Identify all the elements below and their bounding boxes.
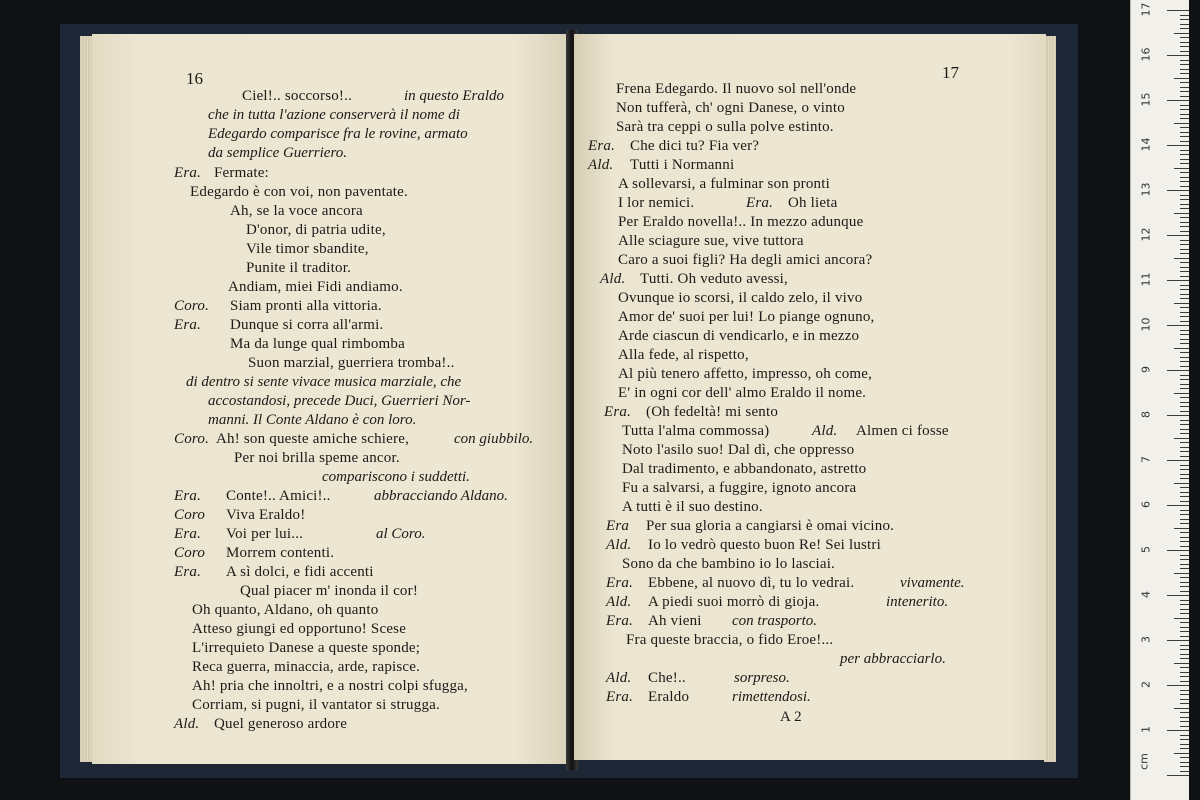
ruler-tick (1167, 325, 1189, 326)
text-line: Suon marzial, guerriera tromba!.. (248, 355, 455, 371)
ruler-tick (1180, 289, 1189, 290)
ruler-tick (1174, 393, 1189, 394)
text-line: (Oh fedeltà! mi sento (646, 404, 779, 420)
ruler-tick (1180, 762, 1189, 763)
right-page (574, 34, 1046, 760)
ruler-tick (1180, 564, 1189, 565)
text-line: Fermate: (214, 165, 269, 181)
page-number: 16 (186, 69, 203, 88)
ruler-tick (1180, 177, 1189, 178)
text-line: Atteso giungi ed opportuno! Scese (192, 621, 407, 637)
text-line: Ah vieni (648, 613, 702, 629)
ruler-tick (1180, 15, 1189, 16)
text-line: Che!.. (648, 670, 686, 686)
ruler-tick (1180, 384, 1189, 385)
ruler-tick (1180, 456, 1189, 457)
text-line: Ma da lunge qual rimbomba (230, 336, 405, 352)
ruler-tick (1174, 348, 1189, 349)
ruler-tick (1174, 438, 1189, 439)
ruler-tick (1180, 690, 1189, 691)
ruler-unit-label: cm (1137, 753, 1151, 770)
ruler-tick (1180, 375, 1189, 376)
ruler-tick (1180, 514, 1189, 515)
speaker-label: Ald. (600, 271, 626, 287)
ruler-tick (1180, 667, 1189, 668)
speaker-label: Era. (606, 613, 634, 629)
ruler-tick (1180, 748, 1189, 749)
text-line: Voi per lui... (226, 526, 304, 542)
ruler-tick (1180, 109, 1189, 110)
ruler-tick (1180, 703, 1189, 704)
ruler-tick (1180, 411, 1189, 412)
ruler-tick (1180, 172, 1189, 173)
text-line: L'irrequieto Danese a queste sponde; (192, 640, 421, 656)
ruler-tick (1180, 559, 1189, 560)
text-line: Edegardo è con voi, non paventate. (190, 184, 408, 200)
speaker-label: Era. (174, 165, 202, 181)
speaker-label: Era. (174, 564, 202, 580)
ruler-tick (1180, 717, 1189, 718)
ruler-tick (1180, 627, 1189, 628)
stage-direction: di dentro si sente vivace musica marziale, che (186, 374, 462, 390)
ruler-tick (1180, 465, 1189, 466)
text-line: Dunque si corra all'armi. (230, 317, 384, 333)
text-line: Ah! son queste amiche schiere, (216, 431, 410, 447)
stage-direction: con giubbilo. (454, 431, 534, 447)
ruler-tick (1167, 505, 1189, 506)
ruler-tick (1180, 433, 1189, 434)
ruler-tick (1180, 631, 1189, 632)
speaker-label: Coro. (174, 298, 210, 314)
ruler-tick (1180, 37, 1189, 38)
ruler-tick (1180, 388, 1189, 389)
ruler-tick (1180, 681, 1189, 682)
text-line: Ebbene, al nuovo dì, tu lo vedrai. (648, 575, 855, 591)
ruler-tick (1180, 118, 1189, 119)
text-line: Siam pronti alla vittoria. (230, 298, 382, 314)
ruler-tick (1180, 352, 1189, 353)
speaker-label: Era. (174, 317, 202, 333)
ruler-tick (1167, 10, 1189, 11)
left-page (92, 34, 570, 764)
speaker-label: Coro (174, 507, 206, 523)
ruler-tick (1180, 379, 1189, 380)
ruler-tick (1180, 402, 1189, 403)
text-line: Caro a suoi figli? Ha degli amici ancora? (618, 252, 873, 268)
text-line: Reca guerra, minaccia, arde, rapisce. (192, 659, 421, 675)
text-line: Viva Eraldo! (226, 507, 306, 523)
ruler-tick (1167, 775, 1189, 776)
ruler-tick (1180, 501, 1189, 502)
ruler-tick (1167, 190, 1189, 191)
ruler-tick (1174, 708, 1189, 709)
ruler-tick (1180, 276, 1189, 277)
text-line: Sarà tra ceppi o sulla polve estinto. (616, 119, 834, 135)
ruler-tick (1180, 334, 1189, 335)
text-line: Ah! pria che innoltri, e a nostri colpi sfugga, (192, 678, 468, 694)
ruler-tick (1180, 73, 1189, 74)
ruler-tick (1180, 312, 1189, 313)
ruler-tick (1167, 145, 1189, 146)
ruler-tick (1180, 636, 1189, 637)
ruler-number: 1 (1139, 726, 1153, 733)
ruler-tick (1180, 496, 1189, 497)
ruler-tick (1180, 721, 1189, 722)
ruler-tick (1180, 613, 1189, 614)
text-line: I lor nemici. (618, 195, 695, 211)
text-line: A tutti è il suo destino. (622, 499, 763, 515)
text-line: Ah, se la voce ancora (230, 203, 363, 219)
ruler-tick (1167, 550, 1189, 551)
ruler-tick (1180, 771, 1189, 772)
ruler-tick (1180, 285, 1189, 286)
ruler-tick (1174, 258, 1189, 259)
ruler-tick (1180, 744, 1189, 745)
ruler-tick (1180, 64, 1189, 65)
text-line: Frena Edegardo. Il nuovo sol nell'onde (616, 81, 857, 97)
ruler-tick (1180, 24, 1189, 25)
text-line: Ovunque io scorsi, il caldo zelo, il vivo (618, 290, 863, 306)
stage-direction: al Coro. (376, 526, 426, 542)
ruler-tick (1180, 195, 1189, 196)
ruler-tick (1180, 127, 1189, 128)
ruler-tick (1180, 442, 1189, 443)
speaker-label: Era. (174, 488, 202, 504)
speaker-label: Era. (606, 575, 634, 591)
ruler-tick (1167, 100, 1189, 101)
speaker-label: Ald. (812, 423, 838, 439)
ruler-tick (1180, 226, 1189, 227)
page-number: 17 (942, 63, 959, 82)
ruler-tick (1180, 105, 1189, 106)
ruler-tick (1180, 694, 1189, 695)
text-line: A sollevarsi, a fulminar son pronti (618, 176, 830, 192)
text-line: Arde ciascun di vendicarlo, e in mezzo (618, 328, 860, 344)
ruler-number: 11 (1139, 272, 1153, 287)
ruler-tick (1180, 532, 1189, 533)
text-line: Tutti i Normanni (630, 157, 735, 173)
ruler-tick (1180, 478, 1189, 479)
ruler-tick (1180, 451, 1189, 452)
ruler-tick (1180, 87, 1189, 88)
ruler-tick (1180, 343, 1189, 344)
ruler-tick (1180, 271, 1189, 272)
ruler-number: 12 (1139, 227, 1153, 242)
ruler-tick (1167, 370, 1189, 371)
ruler-tick (1180, 91, 1189, 92)
text-line: Corriam, si pugni, il vantator si strugga. (192, 697, 440, 713)
ruler-tick (1180, 600, 1189, 601)
ruler-tick (1167, 280, 1189, 281)
ruler-number: 15 (1139, 92, 1153, 107)
ruler-number: 2 (1139, 681, 1153, 688)
ruler-tick (1180, 424, 1189, 425)
ruler-tick (1180, 645, 1189, 646)
ruler-tick (1180, 604, 1189, 605)
ruler-tick (1180, 82, 1189, 83)
stage-direction: rimettendosi. (732, 689, 811, 705)
text-line: Per Eraldo novella!.. In mezzo adunque (618, 214, 864, 230)
ruler-tick (1174, 573, 1189, 574)
ruler-tick (1180, 568, 1189, 569)
text-line: Tutta l'alma commossa) (622, 423, 770, 439)
text-line: Non tufferà, ch' ogni Danese, o vinto (616, 100, 845, 116)
ruler-tick (1174, 123, 1189, 124)
speaker-label: Era (606, 518, 630, 534)
ruler-number: 9 (1139, 366, 1153, 373)
ruler-tick (1180, 447, 1189, 448)
text-line: Ciel!.. soccorso!.. (242, 88, 353, 104)
stage-direction: per abbracciarlo. (840, 651, 946, 667)
ruler-tick (1180, 136, 1189, 137)
text-line: Tutti. Oh veduto avessi, (640, 271, 789, 287)
ruler-tick (1180, 537, 1189, 538)
ruler-tick (1174, 618, 1189, 619)
ruler-tick (1180, 298, 1189, 299)
ruler-number: 16 (1139, 47, 1153, 62)
ruler-tick (1180, 217, 1189, 218)
speaker-label: Ald. (606, 594, 632, 610)
ruler-tick (1180, 519, 1189, 520)
ruler-tick (1180, 208, 1189, 209)
ruler-tick (1167, 235, 1189, 236)
text-line: Oh lieta (788, 195, 838, 211)
stage-direction: abbracciando Aldano. (374, 488, 508, 504)
ruler-tick (1180, 555, 1189, 556)
ruler-number: 17 (1139, 2, 1153, 17)
ruler-tick (1180, 114, 1189, 115)
ruler-tick (1180, 582, 1189, 583)
ruler-tick (1180, 406, 1189, 407)
ruler-tick (1180, 316, 1189, 317)
ruler-tick (1180, 591, 1189, 592)
ruler-tick (1180, 654, 1189, 655)
ruler-tick (1180, 321, 1189, 322)
text-line: Punite il traditor. (246, 260, 352, 276)
stage-direction: sorpreso. (734, 670, 790, 686)
signature-mark: A 2 (780, 709, 802, 725)
ruler-tick (1180, 510, 1189, 511)
speaker-label: Era. (604, 404, 632, 420)
speaker-label: Ald. (174, 716, 200, 732)
ruler-tick (1180, 739, 1189, 740)
stage-direction: che in tutta l'azione conserverà il nome di (208, 107, 460, 123)
speaker-label: Ald. (606, 670, 632, 686)
ruler-tick (1180, 487, 1189, 488)
ruler-tick (1180, 141, 1189, 142)
ruler-tick (1180, 262, 1189, 263)
ruler-tick (1180, 609, 1189, 610)
text-line: Fra queste braccia, o fido Eroe!... (626, 632, 834, 648)
text-line: Che dici tu? Fia ver? (630, 138, 760, 154)
ruler-tick (1180, 397, 1189, 398)
speaker-label: Era. (606, 689, 634, 705)
ruler-tick (1180, 204, 1189, 205)
ruler-tick (1174, 33, 1189, 34)
ruler-tick (1180, 523, 1189, 524)
ruler-tick (1180, 672, 1189, 673)
ruler-tick (1180, 726, 1189, 727)
ruler-tick (1174, 483, 1189, 484)
ruler-tick (1180, 622, 1189, 623)
ruler-tick (1180, 766, 1189, 767)
text-line: Qual piacer m' inonda il cor! (240, 583, 419, 599)
text-line: Vile timor sbandite, (246, 241, 369, 257)
ruler-tick (1180, 735, 1189, 736)
ruler-tick (1180, 474, 1189, 475)
text-line: Dal tradimento, e abbandonato, astretto (622, 461, 867, 477)
ruler-tick (1180, 46, 1189, 47)
ruler-tick (1167, 460, 1189, 461)
stage-direction: da semplice Guerriero. (208, 145, 347, 161)
ruler-tick (1167, 640, 1189, 641)
stage-direction: in questo Eraldo (404, 88, 504, 104)
stage-direction: vivamente. (900, 575, 965, 591)
ruler-tick (1180, 231, 1189, 232)
stage-direction: manni. Il Conte Aldano è con loro. (208, 412, 417, 428)
speaker-label: Ald. (588, 157, 614, 173)
ruler-tick (1180, 240, 1189, 241)
ruler-tick (1180, 69, 1189, 70)
ruler-tick (1180, 42, 1189, 43)
speaker-label: Coro (174, 545, 206, 561)
stage-direction: accostandosi, precede Duci, Guerrieri Nor- (208, 393, 471, 409)
ruler-tick (1180, 699, 1189, 700)
text-line: A piedi suoi morrò di gioja. (648, 594, 820, 610)
ruler-tick (1180, 253, 1189, 254)
ruler-tick (1180, 154, 1189, 155)
ruler-tick (1180, 163, 1189, 164)
text-line: Quel generoso ardore (214, 716, 348, 732)
text-line: Per sua gloria a cangiarsi è omai vicino. (646, 518, 895, 534)
measurement-ruler (1130, 0, 1189, 800)
ruler-tick (1180, 357, 1189, 358)
ruler-tick (1167, 415, 1189, 416)
stage-direction: Edegardo comparisce fra le rovine, armato (208, 126, 468, 142)
ruler-tick (1180, 330, 1189, 331)
ruler-tick (1180, 244, 1189, 245)
text-line: Alle sciagure sue, vive tuttora (618, 233, 804, 249)
ruler-tick (1167, 595, 1189, 596)
ruler-tick (1180, 267, 1189, 268)
ruler-tick (1167, 685, 1189, 686)
ruler-tick (1180, 28, 1189, 29)
ruler-tick (1180, 541, 1189, 542)
ruler-tick (1180, 181, 1189, 182)
ruler-tick (1180, 249, 1189, 250)
ruler-tick (1180, 159, 1189, 160)
speaker-label: Era. (746, 195, 774, 211)
ruler-tick (1180, 307, 1189, 308)
ruler-number: 8 (1139, 411, 1153, 418)
ruler-tick (1180, 586, 1189, 587)
ruler-number: 5 (1139, 546, 1153, 553)
ruler-tick (1180, 649, 1189, 650)
text-line: A sì dolci, e fidi accenti (226, 564, 374, 580)
stage-direction: compariscono i suddetti. (322, 469, 470, 485)
speaker-label: Era. (174, 526, 202, 542)
ruler-tick (1180, 19, 1189, 20)
ruler-number: 14 (1139, 137, 1153, 152)
ruler-tick (1180, 757, 1189, 758)
text-line: Andiam, miei Fidi andiamo. (228, 279, 403, 295)
ruler-number: 4 (1139, 591, 1153, 598)
ruler-tick (1180, 361, 1189, 362)
speaker-label: Ald. (606, 537, 632, 553)
ruler-tick (1180, 294, 1189, 295)
ruler-tick (1174, 303, 1189, 304)
text-line: Eraldo (648, 689, 690, 705)
ruler-tick (1174, 78, 1189, 79)
stage-direction: intenerito. (886, 594, 949, 610)
ruler-tick (1180, 577, 1189, 578)
ruler-number: 3 (1139, 636, 1153, 643)
ruler-tick (1167, 730, 1189, 731)
text-line: E' in ogni cor dell' almo Eraldo il nome. (618, 385, 867, 401)
ruler-tick (1180, 712, 1189, 713)
ruler-tick (1180, 132, 1189, 133)
text-line: Al più tenero affetto, impresso, oh come, (618, 366, 873, 382)
ruler-tick (1174, 213, 1189, 214)
ruler-tick (1180, 60, 1189, 61)
ruler-tick (1180, 546, 1189, 547)
text-line: Per noi brilla speme ancor. (234, 450, 400, 466)
ruler-tick (1180, 492, 1189, 493)
ruler-tick (1180, 222, 1189, 223)
ruler-tick (1180, 150, 1189, 151)
ruler-tick (1180, 96, 1189, 97)
ruler-tick (1174, 663, 1189, 664)
ruler-tick (1180, 51, 1189, 52)
ruler-tick (1180, 469, 1189, 470)
text-line: Noto l'asilo suo! Dal dì, che oppresso (622, 442, 855, 458)
text-line: Morrem contenti. (226, 545, 335, 561)
text-line: D'onor, di patria udite, (246, 222, 386, 238)
ruler-tick (1167, 55, 1189, 56)
ruler-number: 13 (1139, 182, 1153, 197)
text-line: Almen ci fosse (856, 423, 949, 439)
ruler-tick (1174, 528, 1189, 529)
ruler-tick (1180, 199, 1189, 200)
text-line: Fu a salvarsi, a fuggire, ignoto ancora (622, 480, 857, 496)
ruler-number: 10 (1139, 317, 1153, 332)
ruler-tick (1180, 339, 1189, 340)
ruler-tick (1180, 366, 1189, 367)
text-line: Conte!.. Amici!.. (226, 488, 331, 504)
text-line: Amor de' suoi per lui! Lo piange ognuno, (618, 309, 875, 325)
ruler-number: 6 (1139, 501, 1153, 508)
text-line: Io lo vedrò questo buon Re! Sei lustri (648, 537, 881, 553)
ruler-tick (1180, 676, 1189, 677)
ruler-tick (1180, 186, 1189, 187)
speaker-label: Coro. (174, 431, 210, 447)
ruler-tick (1180, 658, 1189, 659)
ruler-tick (1180, 420, 1189, 421)
speaker-label: Era. (588, 138, 616, 154)
text-line: Alla fede, al rispetto, (618, 347, 749, 363)
ruler-number: 7 (1139, 456, 1153, 463)
ruler-tick (1174, 753, 1189, 754)
stage-direction: con trasporto. (732, 613, 818, 629)
text-line: Oh quanto, Aldano, oh quanto (192, 602, 379, 618)
ruler-tick (1180, 429, 1189, 430)
text-line: Sono da che bambino io lo lasciai. (622, 556, 836, 572)
ruler-tick (1174, 168, 1189, 169)
